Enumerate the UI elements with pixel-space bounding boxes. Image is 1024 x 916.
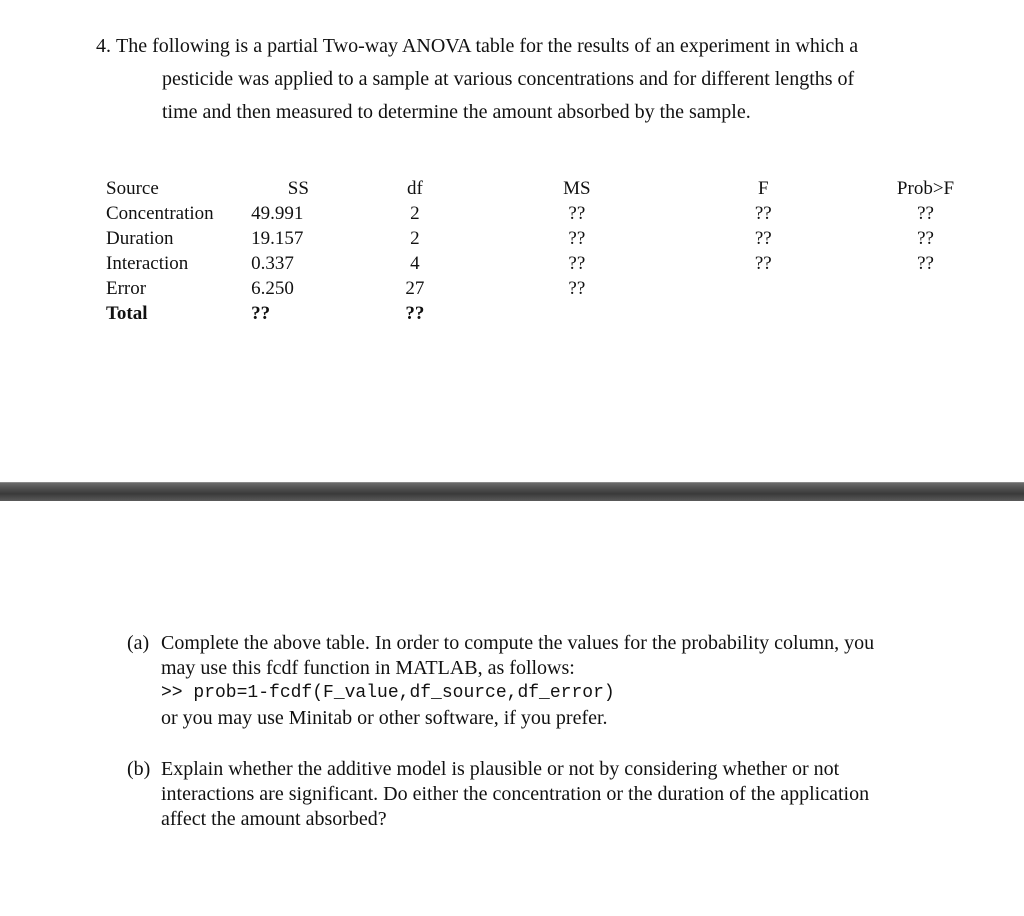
- table-row: [101, 276, 1024, 301]
- table-row-total: [101, 301, 1024, 326]
- row-ms: ??: [568, 228, 586, 249]
- part-b: [127, 757, 987, 832]
- part-a-line-4: or you may use Minitab or other software, if you prefer.: [161, 707, 608, 729]
- matlab-code: >> prob=1-fcdf(F_value,df_source,df_error): [161, 683, 615, 703]
- page-divider: [0, 482, 1024, 501]
- part-a-line-1: Complete the above table. In order to compute the values for the probability column, you: [161, 632, 875, 654]
- row-ss: 49.991: [251, 203, 304, 224]
- header-source: Source: [106, 178, 159, 199]
- row-f: ??: [754, 203, 772, 224]
- row-ms: ??: [568, 253, 586, 274]
- row-prob: [827, 276, 1024, 301]
- row-ss: 0.337: [251, 253, 294, 274]
- question-text-line-3: time and then measured to determine the amount absorbed by the sample.: [162, 101, 751, 123]
- row-ss: 19.157: [251, 228, 304, 249]
- row-prob: ??: [917, 253, 934, 274]
- table-row: [101, 201, 1024, 226]
- row-f: ??: [754, 228, 772, 249]
- row-f: [699, 301, 827, 326]
- part-a: [127, 631, 987, 731]
- row-ms: ??: [568, 203, 586, 224]
- row-df: 2: [410, 228, 420, 249]
- row-source: Total: [106, 303, 148, 324]
- question-text-line-2: pesticide was applied to a sample at various concentrations and for different lengths of: [162, 68, 855, 90]
- row-ss: ??: [251, 303, 271, 324]
- part-b-line-2: interactions are significant. Do either the concentration or the duration of the application: [161, 783, 870, 805]
- table-header-row: [101, 176, 1024, 201]
- row-source: Error: [106, 278, 147, 299]
- table-row: [101, 226, 1024, 251]
- header-prob: Prob>F: [896, 178, 955, 199]
- part-b-line-1: Explain whether the additive model is plausible or not by considering whether or not: [161, 758, 840, 780]
- header-ms: MS: [563, 178, 591, 199]
- part-a-label: (a): [127, 632, 150, 654]
- row-source: Interaction: [106, 253, 189, 274]
- anova-table: [101, 176, 1024, 326]
- row-source: Concentration: [106, 203, 214, 224]
- row-f: [699, 276, 827, 301]
- row-df: 4: [410, 253, 420, 274]
- part-a-line-2: may use this fcdf function in MATLAB, as follows:: [161, 657, 575, 679]
- header-df: df: [407, 178, 423, 199]
- row-prob: ??: [917, 228, 934, 249]
- row-ms: ??: [568, 278, 586, 299]
- header-ss: SS: [287, 178, 309, 199]
- part-b-label: (b): [127, 758, 151, 780]
- row-source: Duration: [106, 228, 174, 249]
- row-prob: [827, 301, 1024, 326]
- table-row: [101, 251, 1024, 276]
- question-number: 4.: [96, 35, 111, 57]
- row-ms: [454, 301, 699, 326]
- question-text-line-1: The following is a partial Two-way ANOVA table for the results of an experiment in which a: [116, 35, 859, 57]
- row-ss: 6.250: [251, 278, 294, 299]
- row-df: ??: [405, 303, 425, 324]
- question-4: [96, 30, 976, 129]
- part-b-line-3: affect the amount absorbed?: [161, 808, 387, 830]
- row-prob: ??: [917, 203, 934, 224]
- row-df: 27: [405, 278, 425, 299]
- row-f: ??: [754, 253, 772, 274]
- header-f: F: [757, 178, 769, 199]
- row-df: 2: [410, 203, 420, 224]
